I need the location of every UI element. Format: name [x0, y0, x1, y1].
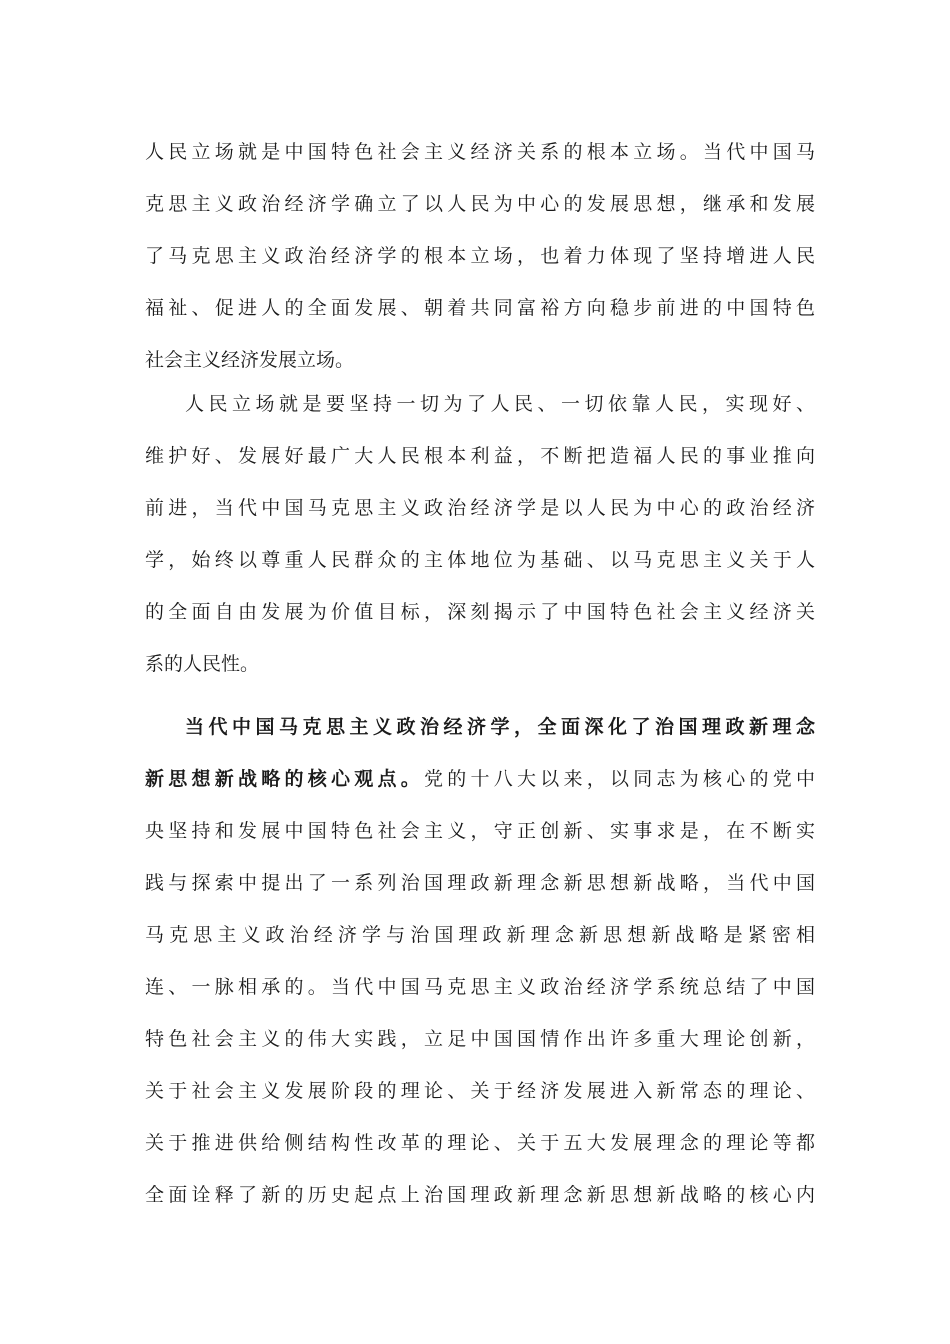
text-line: 维护好、发展好最广大人民根本利益，不断把造福人民的事业推向 — [145, 445, 815, 467]
text-line: 克思主义政治经济学确立了以人民为中心的发展思想，继承和发展 — [145, 193, 815, 215]
text-run: 党的十八大以来，以同志为核心的党中 — [424, 768, 815, 790]
text-line: 学，始终以尊重人民群众的主体地位为基础、以马克思主义关于人 — [145, 549, 815, 571]
text-line: 特色社会主义的伟大实践，立足中国国情作出许多重大理论创新， — [145, 1028, 815, 1050]
text-line: 的全面自由发展为价值目标，深刻揭示了中国特色社会主义经济关 — [145, 601, 815, 623]
paragraph-people-stance-2 — [145, 378, 815, 690]
text-line: 人民立场就是中国特色社会主义经济关系的根本立场。当代中国马 — [145, 141, 815, 163]
text-line: 福祉、促进人的全面发展、朝着共同富裕方向稳步前进的中国特色 — [145, 297, 815, 319]
text-line: 连、一脉相承的。当代中国马克思主义政治经济学系统总结了中国 — [145, 976, 815, 998]
bold-heading-text: 新思想新战略的核心观点。 — [145, 768, 424, 790]
bold-heading-line: 当代中国马克思主义政治经济学，全面深化了治国理政新理念 — [185, 716, 815, 738]
text-line: 马克思主义政治经济学与治国理政新理念新思想新战略是紧密相 — [145, 924, 815, 946]
paragraph-governance-concepts — [145, 701, 815, 1221]
text-line: 全面诠释了新的历史起点上治国理政新理念新思想新战略的核心内 — [145, 1184, 815, 1206]
text-line: 央坚持和发展中国特色社会主义，守正创新、实事求是，在不断实 — [145, 820, 815, 842]
text-line: 了马克思主义政治经济学的根本立场，也着力体现了坚持增进人民 — [145, 245, 815, 267]
text-line: 关于社会主义发展阶段的理论、关于经济发展进入新常态的理论、 — [145, 1080, 815, 1102]
text-line: 人民立场就是要坚持一切为了人民、一切依靠人民，实现好、 — [185, 393, 815, 415]
text-line: 系的人民性。 — [145, 653, 260, 675]
paragraph-people-stance-1 — [145, 126, 815, 386]
text-line: 关于推进供给侧结构性改革的理论、关于五大发展理念的理论等都 — [145, 1132, 815, 1154]
text-line: 前进，当代中国马克思主义政治经济学是以人民为中心的政治经济 — [145, 497, 815, 519]
text-line — [145, 753, 815, 805]
text-line: 社会主义经济发展立场。 — [145, 349, 355, 371]
text-line: 践与探索中提出了一系列治国理政新理念新思想新战略，当代中国 — [145, 872, 815, 894]
